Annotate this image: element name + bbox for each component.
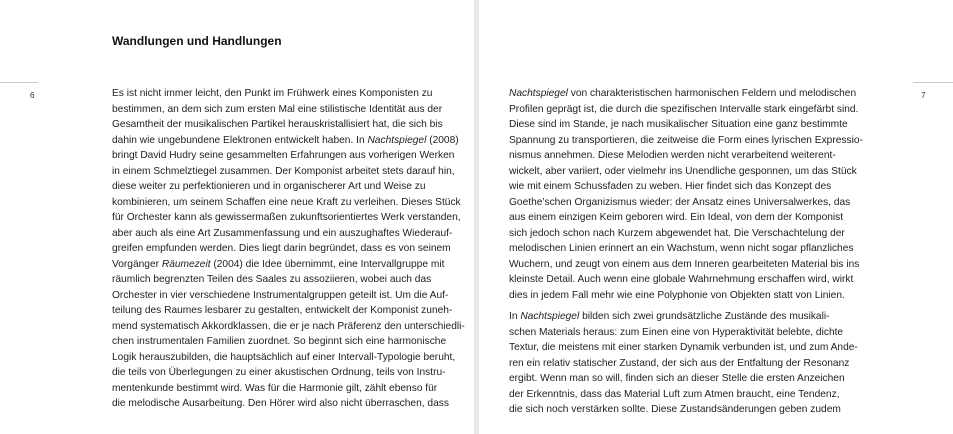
text-run: chen instrumentalen Familien zuordnet. So beginnt sich eine harmonische — [112, 336, 447, 347]
text-line — [112, 117, 465, 133]
text-line — [112, 288, 465, 304]
text-line — [112, 350, 465, 366]
text-run: dies in jedem Fall mehr wie eine Polyphonie von Objekten statt von Linien. — [509, 289, 845, 301]
text-line — [112, 86, 465, 102]
right-page — [479, 0, 953, 434]
text-line — [112, 272, 465, 288]
text-line — [112, 257, 465, 273]
text-run: aber auch als eine Art Zusammenfassung und ein auszughaftes Wiederauf- — [112, 227, 453, 239]
running-head: Wandlungen und Handlungen — [112, 34, 282, 48]
text-run: Es ist nicht immer leicht, den Punkt im Frühwerk eines Komponisten zu — [112, 88, 433, 99]
text-line — [509, 325, 863, 341]
text-run: (2008) — [426, 134, 459, 146]
text-run: bestimmen, an dem sich zum ersten Mal eine stilistische Identität aus der — [112, 103, 443, 115]
text-line — [509, 86, 863, 102]
italic-title: Nachtspiegel — [367, 134, 427, 146]
text-run: mend systematisch Akkordklassen, die er je nach Präferenz den unterschiedli- — [112, 320, 465, 332]
text-line — [509, 402, 863, 418]
text-line — [112, 241, 465, 257]
text-run: Orchester in vier verschiedene Instrumentalgruppen geteilt ist. Um die Auf- — [112, 289, 449, 301]
text-line — [509, 226, 863, 242]
left-body-text — [112, 86, 465, 412]
text-line — [112, 148, 465, 164]
text-run: die teils von Überlegungen zu einer akustischen Ordnung, teils von Instru- — [112, 367, 446, 378]
text-run: Gesamtheit der musikalischen Partikel herauskristallisiert hat, die sich bis — [112, 119, 443, 130]
text-line — [509, 272, 863, 288]
text-run: Wuchern, und zeugt von einem aus dem Inneren gearbeiteten Material bis ins — [509, 258, 860, 270]
text-line — [112, 210, 465, 226]
text-line — [509, 257, 863, 273]
text-line — [509, 356, 863, 372]
text-line — [112, 195, 465, 211]
text-line — [509, 195, 863, 211]
margin-rule-right — [913, 82, 953, 83]
right-body-text — [509, 86, 863, 418]
text-line — [509, 340, 863, 356]
page-number-left: 6 — [30, 91, 35, 100]
text-line — [112, 396, 465, 412]
text-run: wickelt, aber variiert, oder vielmehr ins Unendliche gesponnen, um das Stück — [509, 165, 857, 177]
text-run: teilung des Raumes lesbarer zu gestalten, entwickelt der Komponist zuneh- — [112, 305, 453, 316]
text-line — [112, 179, 465, 195]
text-line — [112, 133, 465, 149]
text-run: sich jedoch schon nach Kurzem abgewendet hat. Die Verschachtelung der — [509, 227, 845, 239]
text-run: (2004) die Idee übernimmt, eine Intervallgruppe mit — [210, 258, 445, 270]
text-run: Profilen geprägt ist, die durch die spezifischen Intervalle stark eingefärbt sind. — [509, 103, 859, 115]
text-line — [509, 102, 863, 118]
text-run: dahin wie ungebundene Elektronen entwickelt haben. In — [112, 134, 368, 146]
text-line — [509, 164, 863, 180]
text-line — [509, 309, 863, 325]
text-line — [112, 303, 465, 319]
page-number-right: 7 — [921, 91, 926, 100]
text-run: kleinste Detail. Auch wenn eine globale Wahrnehmung erschaffen wird, wirkt — [509, 274, 854, 285]
text-line — [509, 133, 863, 149]
left-page — [0, 0, 474, 434]
text-line — [112, 365, 465, 381]
text-line — [112, 334, 465, 350]
text-run: Logik herauszubilden, die hauptsächlich auf einer Intervall-Typologie beruht, — [112, 351, 456, 363]
text-run: Spannung zu transportieren, die zeitweise die Form eines lyrischen Expressio- — [509, 134, 863, 146]
italic-title: Räumezeit — [161, 258, 211, 270]
text-run: greifen empfunden werden. Dies liegt darin begründet, dass es von seinem — [112, 243, 451, 254]
text-run: Diese sind im Stande, je nach musikalischer Situation eine ganz bestimmte — [509, 119, 848, 130]
text-run: ren ein relativ statischer Zustand, der sich aus der Entfaltung der Resonanz — [509, 357, 850, 369]
italic-title: Nachtspiegel — [509, 88, 568, 99]
text-line — [509, 117, 863, 133]
text-run: räumlich begrenzten Teilen des Saales zu assoziieren, wobei auch das — [112, 274, 432, 285]
text-run: ergibt. Wenn man so will, finden sich an dieser Stelle die ersten Anzeichen — [509, 373, 845, 384]
text-run: bringt David Hudry seine gesammelten Erfahrungen aus vorherigen Werken — [112, 150, 455, 161]
text-run: die sich noch verstärken sollte. Diese Zustandsänderungen geben zudem — [509, 404, 841, 415]
text-run: Textur, die meistens mit einer starken Dynamik verbunden ist, und zum Ande- — [509, 342, 858, 353]
text-run: aus einem einzigen Keim geboren wird. Ein Ideal, von dem der Komponist — [509, 212, 844, 223]
margin-rule-left — [0, 82, 38, 83]
text-run: in einem Schmelztiegel zusammen. Der Komponist arbeitet stets darauf hin, — [112, 165, 455, 177]
text-run: bilden sich zwei grundsätzliche Zustände des musikali- — [579, 311, 830, 322]
text-line — [112, 164, 465, 180]
text-line — [509, 387, 863, 403]
text-run: nismus annehmen. Diese Melodien werden nicht verarbeitend weiterent- — [509, 150, 836, 161]
text-run: schen Materials heraus: zum Einen eine von Hyperaktivität belebte, dichte — [509, 326, 844, 338]
italic-title: Nachtspiegel — [520, 311, 580, 322]
text-run: kombinieren, um seinem Schaffen eine neue Kraft zu verleihen. Dieses Stück — [112, 196, 461, 208]
text-run: der Erkenntnis, dass das Material Luft zum Atmen braucht, eine Tendenz, — [509, 388, 840, 400]
text-line — [509, 241, 863, 257]
text-line — [509, 371, 863, 387]
text-run: Vorgänger — [112, 258, 162, 270]
text-run: mentenkunde bestimmt wird. Was für die Harmonie gilt, zählt ebenso für — [112, 382, 438, 394]
text-line — [509, 210, 863, 226]
text-line — [509, 179, 863, 195]
text-run: die melodische Ausarbeitung. Den Hörer wird also nicht überraschen, dass — [112, 398, 449, 409]
text-run: melodischen Linien erinnert an ein Wachstum, wenn nicht sogar pflanzliches — [509, 243, 854, 254]
text-run: Goethe’schen Organizismus wieder: der Ansatz eines Universalwerkes, das — [509, 196, 851, 208]
text-run: für Orchester kann als gewissermaßen zukunftsorientiertes Werk verstanden, — [112, 212, 461, 223]
text-line — [509, 288, 863, 304]
text-run: wie mit einem Schussfaden zu weben. Hier findet sich das Konzept des — [509, 181, 832, 192]
text-line — [112, 319, 465, 335]
text-line — [112, 381, 465, 397]
text-run: von charakteristischen harmonischen Feldern und melodischen — [567, 88, 857, 99]
text-run: In — [509, 311, 521, 322]
text-run: diese weiter zu perfektionieren und in organischerer Art und Weise zu — [112, 181, 426, 192]
text-line — [509, 148, 863, 164]
text-line — [112, 226, 465, 242]
text-line — [112, 102, 465, 118]
